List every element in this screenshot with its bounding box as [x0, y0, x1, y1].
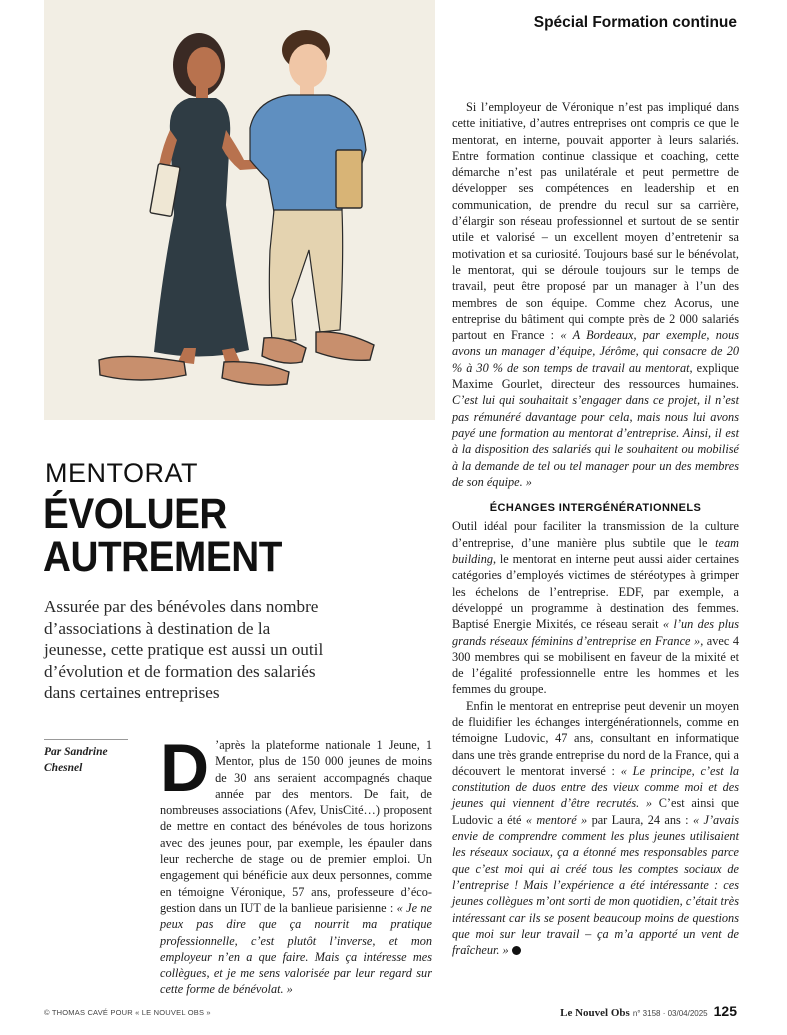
paragraph-ludovic: Enfin le mentorat en entreprise peut devenir un moyen de fluidifier les échanges intergénérationnels, comme en témoigne Ludovic, 47 ans, consultant en informatique dans une très grande entreprise du nord de la France, qui a découvert le mentorat inversé : « Le principe, c’est la constitution de duos entre des vieux comme moi et des jeunes qui viennent d’être recrutés. » C’est ainsi que Ludovic a été « mentoré » par Laura, 24 ans : « J’avais envie de comprendre comment les plus jeunes utilisaient les réseaux sociaux, ça a étonné mes responsables parce que c’est moi qui ai créé tous les comptes sociaux de l’entreprise ! Mais l’expérience a été intéressante : ces jeunes collègues m’ont sorti de mon quotidien, c’était très intéressant car ils se posent beaucoup moins de questions que moi sur leur travail – ça m’a apporté un vent de fraîcheur. » — [452, 698, 740, 958]
headline — [43, 490, 282, 581]
illustration-svg — [44, 0, 435, 420]
subhead: ÉCHANGES INTERGÉNÉRATIONNELS — [489, 502, 702, 515]
byline: Par Sandrine Chesnel — [44, 746, 108, 774]
kicker: MENTORAT — [45, 458, 199, 488]
quote-veronique: « Je ne peux pas dire que ça nourrit ma pratique professionnelle, c’est plutôt l’inverse, et mon employeur n’en a que faire. Mais ça intéresse mes collègues, et je me sens valorisée par leur regard sur cette forme de bénévolat. » — [160, 900, 432, 997]
paragraph-edf: Outil idéal pour faciliter la transmission de la culture d’entreprise, d’une manière plus subtile que le team building, le mentorat en interne peut aussi aider certaines catégories d’employés victimes de stéréotypes à grimper les échelons de l’entreprise. EDF, par exemple, a développé un programme à destination des femmes. Baptisé Energie Mixités, ce réseau serait « l’un des plus grands réseaux féminins d’entreprise en France », avec 4 300 membres qui se mobilisent en faveur de la mixité et de l’égalité professionnelle entre les hommes et les femmes du groupe. — [452, 519, 739, 697]
man-figure — [250, 30, 374, 363]
woman-figure — [99, 33, 289, 385]
section-rubric: Spécial Formation continue — [533, 14, 737, 31]
standfirst: Assurée par des bénévoles dans nombre d’associations à destination de la jeunesse, cette pratique est aussi un outil d’évolution et de formation des salariés dans certaines entreprises — [44, 597, 324, 703]
headline-line-1: ÉVOLUER — [43, 490, 227, 538]
article-column-1 — [160, 730, 432, 998]
photo-credit: © THOMAS CAVÉ POUR « LE NOUVEL OBS » — [44, 1008, 211, 1017]
page-footer — [560, 1003, 737, 1021]
paragraph-intro: D ’après la plateforme nationale 1 Jeune, 1 Mentor, plus de 150 000 jeunes de moins de 30 ans seraient accompagnés chaque année par des mentors. De fait, de nombreuses associations (Afev, UnisCité…) proposent de mettre en contact des bénévoles de tous horizons avec des jeunes pour, par exemple, les épauler dans leur recherche de stage ou de premier emploi. Un engagement qui bénéficie aux deux personnes, comme en témoigne Véronique, 57 ans, professeure d’éco-gestion dans un IUT de la banlieue parisienne : « Je ne peux pas dire que ça nourrit ma pratique professionnelle, c’est plutôt l’inverse, et mon employeur n’en a que faire. Mais ça intéresse mes collègues, et je me sens valorisée par leur regard sur cette forme de bénévolat. » — [160, 730, 432, 997]
paragraph-acorus: Si l’employeur de Véronique n’est pas impliqué dans cette initiative, d’autres entreprises ont compris ce que le mentorat, en interne, pouvait apporter à leurs salariés. Entre formation continue classique et coaching, cette démarche n’est pas unilatérale et peut permettre de développer ses compétences en leadership et en communication, de prendre du recul sur sa carrière, d’élargir son réseau professionnel et surtout de se sentir utile et valorisé – un excellent moyen d’entretenir sa motivation et sa curiosité. Toujours basé sur le bénévolat, le mentorat, qui se déroule toujours sur le temps de travail, peut être proposé par un manager à l’un des membres de son équipe. Comme chez Acorus, une entreprise du bâtiment qui compte près de 2 000 salariés partout en France : « A Bordeaux, par exemple, nous avons un manager d’équipe, Jérôme, qui consacre de 20 % à 30 % de son temps de travail au mentorat, explique Maxime Gourlet, directeur des ressources humaines. C’est lui qui souhaitait s’engager dans ce projet, il n’est pas rémunéré davantage pour cela, mais nous lui avons payé une formation au mentorat d’entreprise. Ainsi, il est à la disposition des salariés qui le souhaitent ou mobilisé à la demande de tel ou tel manager pour un des membres de son équipe. » — [452, 100, 739, 489]
byline-rule — [44, 739, 128, 740]
illustration — [44, 0, 435, 420]
issue-info: n° 3158 · 03/04/2025 — [632, 1009, 708, 1018]
page-number: 125 — [713, 1003, 737, 1019]
end-mark-icon — [512, 946, 521, 955]
headline-line-2: AUTREMENT — [43, 533, 282, 581]
drop-cap: D — [160, 730, 210, 806]
magazine-name: Le Nouvel Obs — [560, 1007, 630, 1019]
article-column-2 — [452, 99, 739, 958]
